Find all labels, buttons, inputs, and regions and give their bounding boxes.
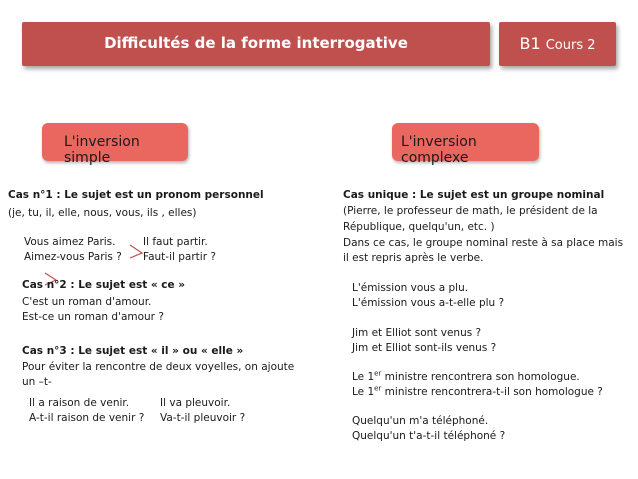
heading-inversion-complexe-label: L'inversion complexe <box>401 134 477 166</box>
cas-unique-line: Dans ce cas, le groupe nominal reste à sa place mais <box>343 237 624 249</box>
cas2-line2: Est-ce un roman d'amour ? <box>22 311 164 323</box>
example-emission-b: L'émission vous a-t-elle plu ? <box>352 297 505 309</box>
cas3-example-a2: A-t-il raison de venir ? <box>29 412 145 424</box>
cas1-example-b2: Faut-il partir ? <box>143 251 216 263</box>
example-emission-a: L'émission vous a plu. <box>352 282 469 294</box>
cas-unique-title: Cas unique : Le sujet est un groupe nominal <box>343 189 605 201</box>
arrow-icon <box>130 245 142 258</box>
example-jim-a: Jim et Elliot sont venus ? <box>352 327 482 339</box>
cas-unique-line: (Pierre, le professeur de math, le président de la <box>343 205 598 217</box>
course-label: Cours 2 <box>545 38 596 53</box>
cas1-example-b1: Il faut partir. <box>143 236 208 248</box>
example-quelquun-a: Quelqu'un m'a téléphoné. <box>352 415 489 427</box>
cas2-title: Cas n°2 : Le sujet est « ce » <box>22 279 186 291</box>
heading-inversion-simple-label: L'inversion simple <box>64 134 140 166</box>
cas3-line1: Pour éviter la rencontre de deux voyelles, on ajoute <box>22 361 295 373</box>
cas1-example-a2: Aimez-vous Paris ? <box>24 251 122 263</box>
cas1-text: (je, tu, il, elle, nous, vous, ils , elles) <box>8 207 197 219</box>
page-title: Difficultés de la forme interrogative <box>104 34 408 52</box>
cas3-example-a1: Il a raison de venir. <box>29 397 130 409</box>
level-label: B1 <box>519 34 541 53</box>
example-jim-b: Jim et Elliot sont-ils venus ? <box>352 342 497 354</box>
cas3-title: Cas n°3 : Le sujet est « il » ou « elle » <box>22 345 244 357</box>
cas3-example-b1: Il va pleuvoir. <box>160 397 231 409</box>
cas3-line2: un –t- <box>22 376 52 388</box>
example-ministre-b: Le 1er ministre rencontrera-t-il son homologue ? <box>352 384 603 398</box>
cas2-line1: C'est un roman d'amour. <box>22 296 152 308</box>
cas1-title: Cas n°1 : Le sujet est un pronom personnel <box>8 189 264 201</box>
cas-unique-line: il est repris après le verbe. <box>343 252 484 264</box>
example-quelquun-b: Quelqu'un t'a-t-il téléphoné ? <box>352 430 506 442</box>
cas-unique-line: République, quelqu'un, etc. ) <box>343 221 495 233</box>
cas3-example-b2: Va-t-il pleuvoir ? <box>160 412 246 424</box>
cas1-example-a1: Vous aimez Paris. <box>24 236 116 248</box>
example-ministre-a: Le 1er ministre rencontrera son homologue. <box>352 369 580 383</box>
